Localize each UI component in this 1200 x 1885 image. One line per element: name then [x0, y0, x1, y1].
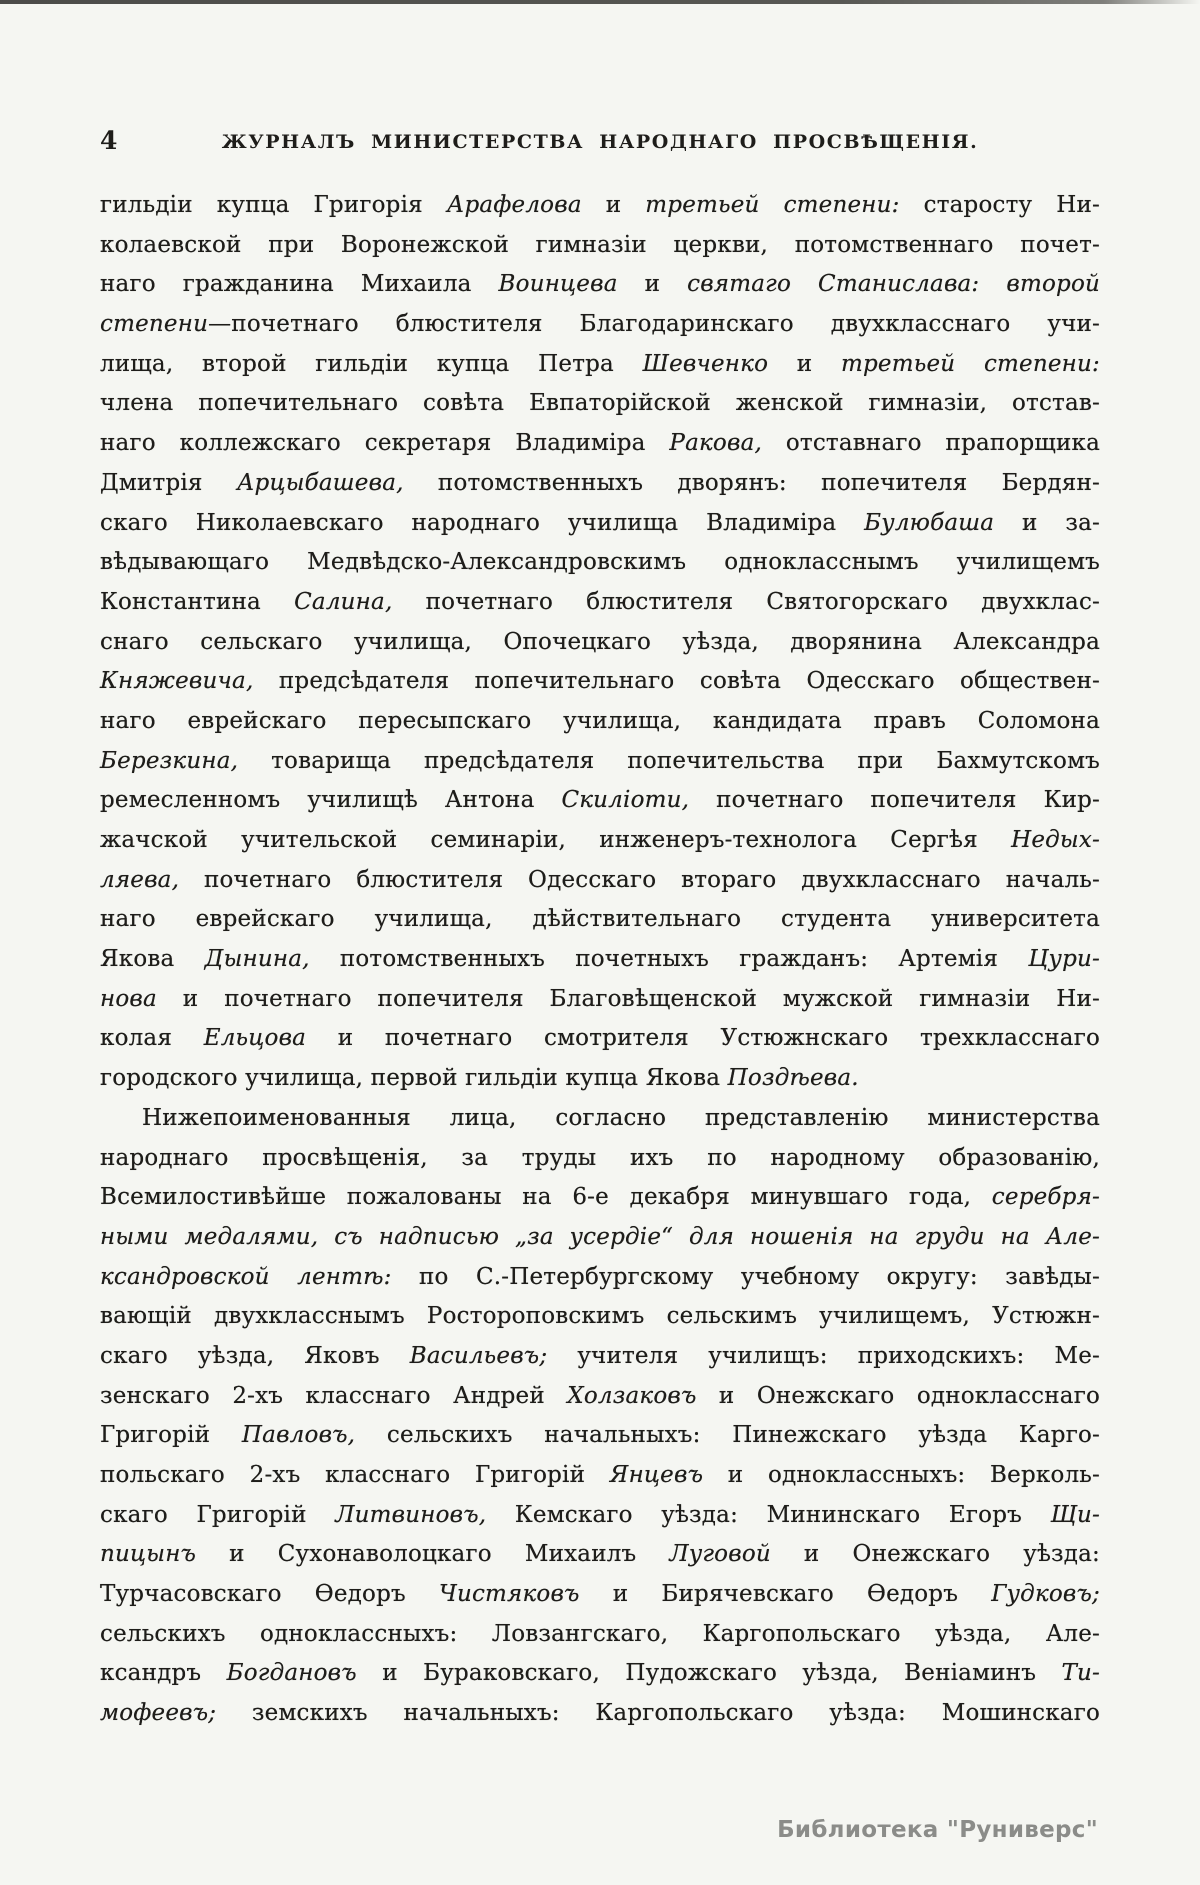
- scan-artifact-top: [0, 0, 1200, 4]
- roman-text: колая: [100, 1025, 204, 1052]
- text-block: [100, 186, 1100, 1734]
- roman-text: колаевской при Воронежской гимназіи церкви, потомственнаго почет-: [100, 231, 1100, 258]
- roman-text: и за-: [994, 509, 1100, 536]
- watermark-text: Библиотека "Руниверс": [777, 1817, 1098, 1843]
- text-line: [100, 504, 1100, 544]
- italic-text: Янцевъ: [609, 1462, 704, 1488]
- roman-text: лища, второй гильдіи купца Петра: [100, 350, 643, 377]
- running-title: ЖУРНАЛЪ МИНИСТЕРСТВА НАРОДНАГО ПРОСВѢЩЕНІЯ.: [221, 131, 979, 153]
- roman-text: народнаго просвѣщенія, за труды ихъ по народному образованію,: [100, 1144, 1100, 1171]
- roman-text: зенскаго 2-хъ класснаго Андрей: [100, 1382, 568, 1409]
- italic-text: Щи-: [1050, 1501, 1101, 1528]
- roman-text: ремесленномъ училищѣ Антона: [100, 787, 562, 814]
- roman-text: земскихъ начальныхъ: Каргопольскаго уѣзда: Мошинскаго: [216, 1700, 1100, 1727]
- italic-text: Арцыбашева,: [236, 469, 404, 496]
- roman-text: Кемскаго уѣзда: Мининскаго Егоръ: [486, 1501, 1051, 1528]
- italic-text: Шевченко: [642, 350, 769, 377]
- text-line: [100, 1377, 1100, 1417]
- roman-text: и: [617, 271, 688, 298]
- italic-text: Ельцова: [203, 1025, 307, 1052]
- text-line: [100, 1456, 1100, 1496]
- text-line: [100, 345, 1100, 385]
- roman-text: и Бирячевскаго Ѳедоръ: [579, 1581, 992, 1608]
- italic-text: Булюбаша: [864, 509, 995, 536]
- text-line: [100, 821, 1100, 861]
- italic-text: Воинцева: [498, 271, 618, 298]
- roman-text: и Бураковскаго, Пудожскаго уѣзда, Веніаминъ: [356, 1660, 1062, 1687]
- roman-text: и Онежскаго однокласснаго: [696, 1382, 1101, 1409]
- text-line: [100, 186, 1100, 226]
- italic-text: Гудковъ;: [991, 1581, 1100, 1608]
- roman-text: отставнаго прапорщика: [762, 430, 1100, 457]
- italic-text: третьей степени:: [645, 192, 900, 218]
- italic-text: Васильевъ;: [409, 1342, 548, 1369]
- roman-text: сельскихъ одноклассныхъ: Ловзангскаго, Каргопольскаго уѣзда, Але-: [100, 1620, 1100, 1647]
- text-line: [100, 1218, 1100, 1258]
- roman-text: и Онежскаго уѣзда:: [770, 1541, 1100, 1568]
- text-line: [100, 543, 1100, 583]
- italic-text: Луговой: [669, 1541, 771, 1568]
- italic-text: ксандровской лентѣ:: [100, 1263, 392, 1290]
- text-line: [100, 1615, 1100, 1655]
- italic-text: пицынъ: [100, 1541, 197, 1568]
- italic-text: нова: [100, 985, 157, 1012]
- italic-text: Богдановъ: [226, 1660, 357, 1687]
- italic-text: Княжевича,: [100, 668, 254, 695]
- roman-text: ксандръ: [100, 1660, 227, 1687]
- roman-text: городского училища, первой гильдіи купца Якова: [100, 1065, 728, 1092]
- roman-text: учителя училищъ: приходскихъ: Ме-: [547, 1342, 1100, 1369]
- roman-text: предсѣдателя попечительнаго совѣта Одесскаго обществен-: [253, 668, 1100, 695]
- roman-text: Нижепоименованныя лица, согласно представленію министерства: [142, 1104, 1100, 1131]
- roman-text: товарища предсѣдателя попечительства при Бахмутскомъ: [238, 747, 1100, 774]
- italic-text: Литвиновъ,: [335, 1501, 487, 1528]
- text-line: [100, 424, 1100, 464]
- text-line: [100, 1694, 1100, 1734]
- roman-text: гильдіи купца Григорія: [100, 192, 447, 218]
- roman-text: скаго уѣзда, Яковъ: [100, 1342, 410, 1369]
- text-line: [100, 305, 1100, 345]
- text-line: [100, 464, 1100, 504]
- text-line: [100, 1575, 1100, 1615]
- roman-text: и почетнаго смотрителя Устюжнскаго трехкласснаго: [306, 1025, 1100, 1052]
- roman-text: и одноклассныхъ: Верколь-: [703, 1462, 1100, 1488]
- text-line: [100, 226, 1100, 266]
- page-number: 4: [100, 126, 119, 155]
- roman-text: по С.-Петербургскому учебному округу: завѣды-: [391, 1263, 1100, 1290]
- roman-text: скаго Николаевскаго народнаго училища Владиміра: [100, 509, 865, 536]
- roman-text: скаго Григорій: [100, 1501, 336, 1528]
- text-line: [100, 1139, 1100, 1179]
- italic-text: ляева,: [100, 866, 180, 893]
- italic-text: серебря-: [991, 1184, 1100, 1211]
- text-line: [100, 900, 1100, 940]
- text-line: [100, 265, 1100, 305]
- roman-text: потомственныхъ дворянъ: попечителя Бердян-: [403, 469, 1100, 496]
- text-line: [100, 980, 1100, 1020]
- italic-text: Дынина,: [204, 946, 310, 973]
- roman-text: Константина: [100, 588, 295, 615]
- italic-text: Скиліоти,: [561, 787, 690, 814]
- text-line: [100, 384, 1100, 424]
- italic-text: Салина,: [294, 588, 393, 615]
- text-line: [100, 623, 1100, 663]
- roman-text: сельскихъ начальныхъ: Пинежскаго уѣзда Карго-: [355, 1422, 1101, 1449]
- italic-text: Ти-: [1061, 1660, 1100, 1687]
- roman-text: Турчасовскаго Ѳедоръ: [100, 1581, 439, 1608]
- italic-text: Холзаковъ: [567, 1382, 697, 1409]
- italic-text: Ракова,: [669, 430, 762, 457]
- text-line: [100, 1416, 1100, 1456]
- italic-text: Недых-: [1011, 827, 1100, 853]
- roman-text: Дмитрія: [100, 469, 237, 496]
- text-line: [100, 1258, 1100, 1298]
- text-line: [100, 1337, 1100, 1377]
- roman-text: и: [581, 192, 646, 218]
- roman-text: почетнаго блюстителя Святогорскаго двухклас-: [392, 588, 1100, 615]
- text-line: [100, 1059, 1100, 1099]
- text-line: [100, 662, 1100, 702]
- text-line: [100, 1019, 1100, 1059]
- roman-text: Григорій: [100, 1422, 242, 1449]
- italic-text: Березкина,: [100, 747, 239, 774]
- italic-text: Чистяковъ: [438, 1581, 580, 1608]
- roman-text: почетнаго попечителя Кир-: [689, 787, 1101, 814]
- italic-text: Павловъ,: [241, 1422, 356, 1449]
- roman-text: члена попечительнаго совѣта Евпаторійской женской гимназіи, отстав-: [100, 390, 1100, 417]
- text-line: [100, 1178, 1100, 1218]
- roman-text: потомственныхъ почетныхъ гражданъ: Артемія: [309, 946, 1029, 973]
- roman-text: снаго сельскаго училища, Опочецкаго уѣзда, дворянина Александра: [100, 628, 1100, 655]
- text-line: [100, 1099, 1100, 1139]
- text-line: [100, 1535, 1100, 1575]
- italic-text: Поздѣева.: [727, 1065, 859, 1092]
- italic-text: Цури-: [1028, 946, 1100, 973]
- text-line: [100, 583, 1100, 623]
- roman-text: польскаго 2-хъ класснаго Григорій: [100, 1462, 610, 1488]
- roman-text: почетнаго блюстителя Одесскаго втораго двухкласснаго началь-: [179, 866, 1100, 893]
- roman-text: Всемилостивѣйше пожалованы на 6-е декабря минувшаго года,: [100, 1184, 992, 1211]
- italic-text: святаго Станислава: второй: [687, 271, 1100, 298]
- text-line: [100, 940, 1100, 980]
- italic-text: третьей степени:: [840, 350, 1100, 377]
- italic-text: степени: [100, 311, 209, 338]
- roman-text: наго еврейскаго пересыпскаго училища, кандидата правъ Соломона: [100, 707, 1100, 734]
- roman-text: и: [768, 350, 841, 377]
- roman-text: вѣдывающаго Медвѣдско-Александровскимъ однокласснымъ училищемъ: [100, 549, 1100, 576]
- roman-text: и почетнаго попечителя Благовѣщенской мужской гимназіи Ни-: [156, 985, 1100, 1012]
- roman-text: наго еврейскаго училища, дѣйствительнаго студента университета: [100, 906, 1100, 933]
- text-line: [100, 1496, 1100, 1536]
- roman-text: Якова: [100, 946, 205, 973]
- italic-text: ными медалями, съ надписью „за усердіе“ для ношенія на груди на Але-: [100, 1223, 1100, 1250]
- roman-text: жачской учительской семинаріи, инженеръ-технолога Сергѣя: [100, 827, 1012, 853]
- roman-text: вающій двухкласснымъ Ростороповскимъ сельскимъ училищемъ, Устюжн-: [100, 1303, 1100, 1330]
- roman-text: старосту Ни-: [899, 192, 1100, 218]
- text-line: [100, 1297, 1100, 1337]
- italic-text: мофеевъ;: [100, 1700, 217, 1727]
- italic-text: Арафелова: [446, 192, 582, 218]
- roman-text: наго гражданина Михаила: [100, 271, 499, 298]
- text-line: [100, 781, 1100, 821]
- roman-text: и Сухонаволоцкаго Михаилъ: [196, 1541, 670, 1568]
- text-line: [100, 861, 1100, 901]
- roman-text: —почетнаго блюстителя Благодаринскаго двухкласснаго учи-: [208, 311, 1100, 338]
- roman-text: наго коллежскаго секретаря Владиміра: [100, 430, 670, 457]
- text-line: [100, 1654, 1100, 1694]
- text-line: [100, 742, 1100, 782]
- text-line: [100, 702, 1100, 742]
